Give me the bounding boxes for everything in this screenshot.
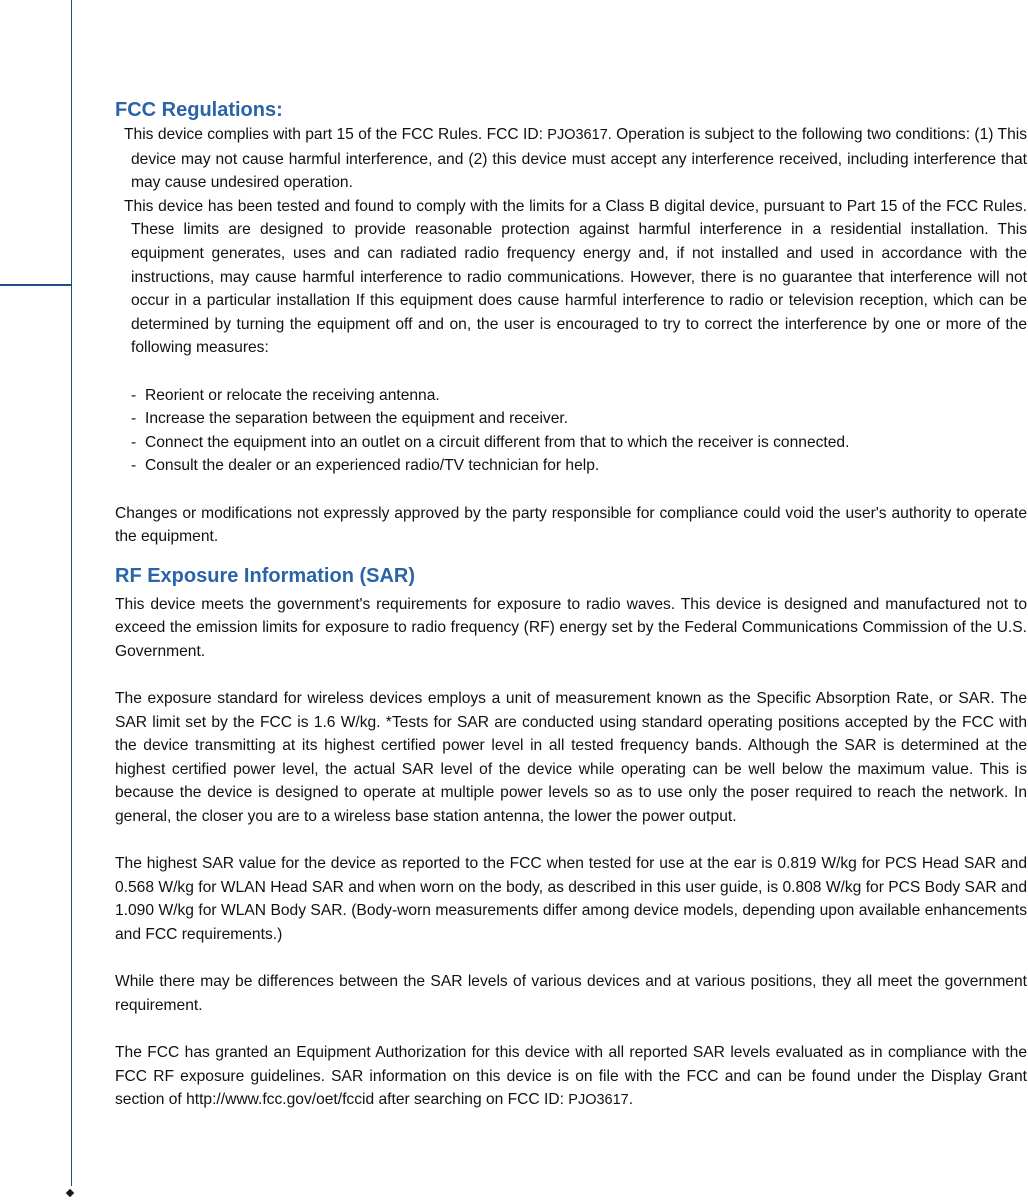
list-dash: - [131, 457, 137, 475]
fcc-id-value: PJO3617. [547, 127, 612, 143]
list-dash: - [131, 386, 137, 404]
list-item [117, 431, 1027, 455]
list-dash: - [131, 410, 137, 428]
list-item [117, 384, 1027, 408]
measure-text: Reorient or relocate the receiving antenna. [145, 386, 440, 404]
fcc-class-b-paragraph: This device has been tested and found to comply with the limits for a Class B digital device, pursuant to Part 15 of the FCC Rules. These limits are designed to provide reasonable protection against harmful interference in a residential installation. This equipment generates, uses and can radiated radio frequency energy and, if not installed and used in accordance with the instructions, may cause harmful interference to radio communications. However, there is no guarantee that interference will not occur in a particular installation If this equipment does cause harmful interference to radio or television reception, which can be determined by turning the equipment off and on, the user is encouraged to try to correct the interference by one or more of the following measures: [124, 197, 1027, 357]
document-body [115, 97, 1027, 1113]
list-dash: - [131, 433, 137, 451]
page-marker-diamond-icon [66, 1189, 74, 1197]
rf-highest-sar-paragraph: The highest SAR value for the device as reported to the FCC when tested for use at the ear is 0.819 W/kg for PCS Head SAR and 0.568 W/kg for WLAN Head SAR and when worn on the body, as described in this user guide, is 0.808 W/kg for PCS Body SAR and 1.090 W/kg for WLAN Body SAR. (Body-worn measurements differ among device models, depending upon available enhancements and FCC requirements.) [115, 855, 1027, 943]
rf-fcc-id-value: PJO3617 [568, 1092, 629, 1109]
interference-measures-list [115, 384, 1027, 478]
fcc-compliance-text: This device complies with part 15 of the FCC Rules. FCC ID: [124, 126, 548, 143]
rf-requirements-paragraph: This device meets the government's requirements for exposure to radio waves. This device is designed and manufactured not to exceed the emission limits for exposure to radio frequency (RF) energy set by the Federal Communications Commission of the U.S. Government. [115, 595, 1027, 660]
left-margin-rule [71, 0, 72, 1186]
rf-exposure-heading: RF Exposure Information (SAR) [115, 564, 416, 587]
list-item [117, 454, 1027, 478]
measure-text: Increase the separation between the equipment and receiver. [145, 410, 569, 428]
rf-authorization-end: . [628, 1091, 634, 1109]
rf-differences-paragraph: While there may be differences between the SAR levels of various devices and at various positions, they all meet the government requirement. [115, 973, 1027, 1014]
rf-sar-standard-paragraph: The exposure standard for wireless devices employs a unit of measurement known as the Specific Absorption Rate, or SAR. The SAR limit set by the FCC is 1.6 W/kg. *Tests for SAR are conducted using standard operating positions accepted by the FCC with the device transmitting at its highest certified power level in all tested frequency bands. Although the SAR is determined at the highest certified power level, the actual SAR level of the device while operating can be well below the maximum value. This is because the device is designed to operate at multiple power levels so as to use only the poser required to reach the network. In general, the closer you are to a wireless base station antenna, the lower the power output. [115, 690, 1027, 826]
rf-authorization-text: The FCC has granted an Equipment Authorization for this device with all reported SAR levels evaluated as in compliance with the FCC RF exposure guidelines. SAR information on this device is on file with the FCC and can be found under the Display Grant section of http://www.fcc.gov/oet/fccid after searching on FCC ID: [115, 1043, 1027, 1109]
fcc-modifications-paragraph: Changes or modifications not expressly approved by the party responsible for compliance could void the user's authority to operate the equipment. [115, 504, 1027, 546]
fcc-compliance-paragraph [115, 123, 1027, 195]
measure-text: Consult the dealer or an experienced radio/TV technician for help. [145, 457, 600, 475]
list-item [117, 407, 1027, 431]
fcc-conditions-text: Operation is subject to the following two conditions: (1) This device may not cause harmful interference, and (2) this device must accept any interference received, including interference that may cause undesired operation. [131, 126, 1028, 192]
fcc-regulations-heading: FCC Regulations: [115, 99, 283, 121]
left-margin-tab [0, 284, 71, 286]
rf-authorization-paragraph [115, 1041, 1027, 1113]
measure-text: Connect the equipment into an outlet on a circuit different from that to which the receiver is connected. [145, 433, 850, 451]
